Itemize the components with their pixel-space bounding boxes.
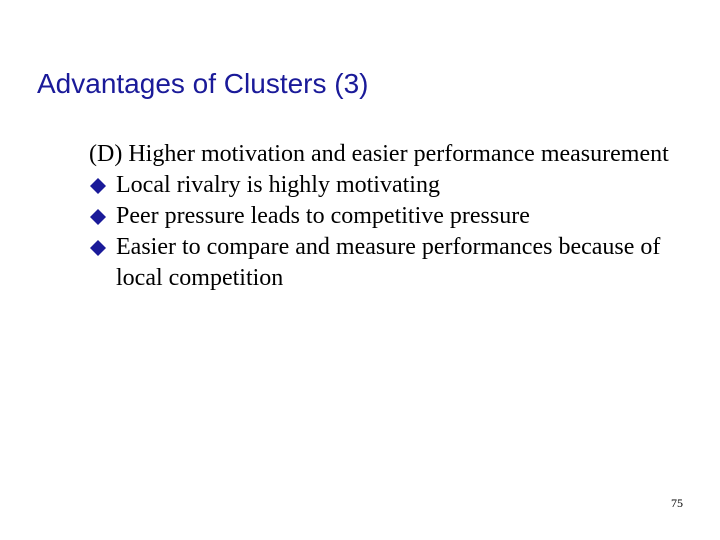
page-number: 75 <box>671 496 683 510</box>
bullet-item <box>89 201 689 232</box>
diamond-bullet-icon <box>89 239 107 257</box>
bullet-text: Easier to compare and measure performances because of local competition <box>116 234 661 291</box>
slide-body <box>89 139 689 294</box>
slide-heading: (D) Higher motivation and easier performance measurement <box>89 141 669 167</box>
bullet-item <box>89 232 689 294</box>
slide-title: Advantages of Clusters (3) <box>37 68 369 99</box>
diamond-bullet-icon <box>89 208 107 226</box>
bullet-text: Local rivalry is highly motivating <box>116 172 440 198</box>
diamond-bullet-icon <box>89 177 107 195</box>
bullet-item <box>89 170 689 201</box>
bullet-text: Peer pressure leads to competitive pressure <box>116 203 530 229</box>
